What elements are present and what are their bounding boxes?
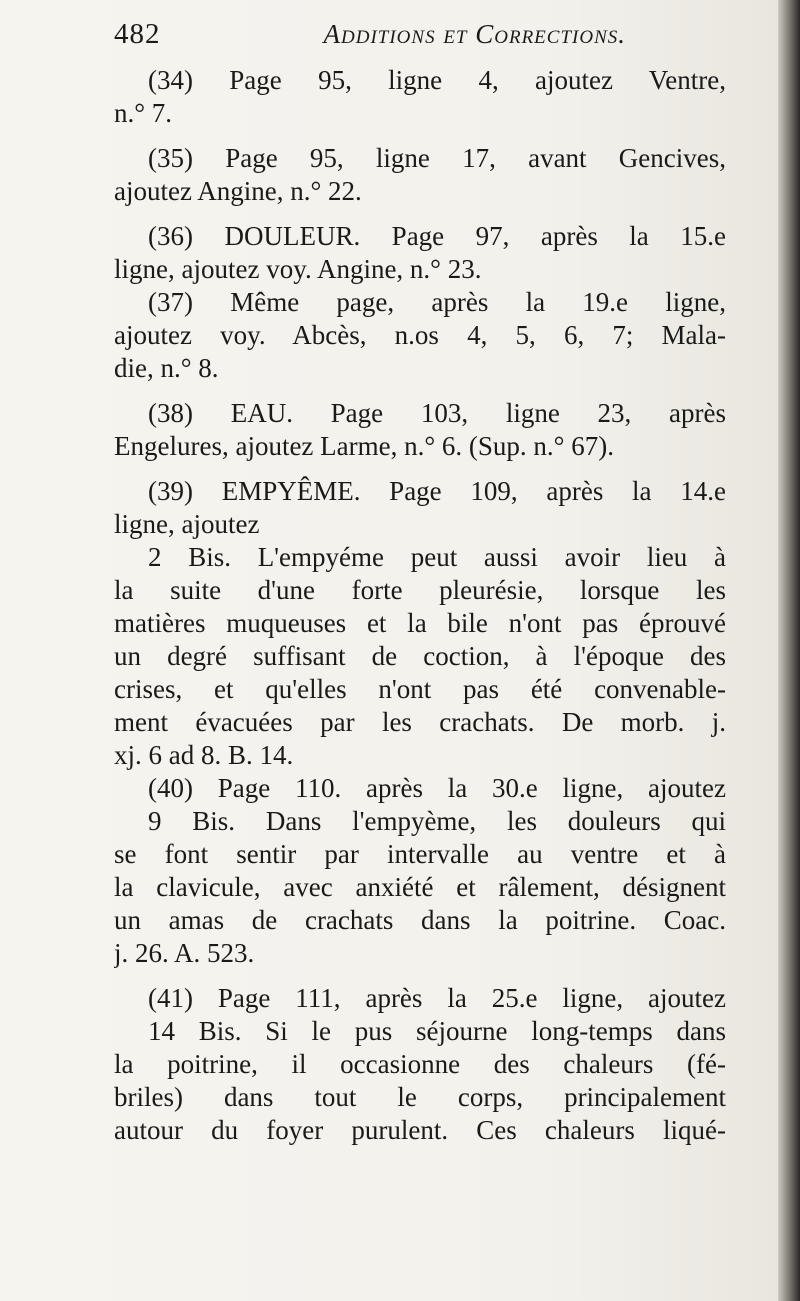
- text-line: (40) Page 110. après la 30.e ligne, ajoutez: [148, 773, 726, 803]
- text-line: xj. 6 ad 8. B. 14.: [114, 740, 294, 770]
- paragraph-gap: [114, 970, 726, 982]
- text-line: Engelures, ajoutez Larme, n.° 6. (Sup. n.° 67).: [114, 431, 614, 461]
- text-line: die, n.° 8.: [114, 353, 219, 383]
- text-line: (35) Page 95, ligne 17, avant Gencives,: [148, 143, 726, 173]
- text-line: crises, et qu'elles n'ont pas été convenable-: [114, 674, 726, 704]
- text-line: la clavicule, avec anxiété et râlement, désignent: [114, 872, 726, 902]
- text-line: (34) Page 95, ligne 4, ajoutez Ventre,: [148, 65, 726, 95]
- text-line: un amas de crachats dans la poitrine. Coac.: [114, 905, 726, 935]
- text-line: un degré suffisant de coction, à l'époque des: [114, 641, 726, 671]
- running-title: Additions et Corrections.: [323, 19, 626, 49]
- text-line: ligne, ajoutez voy. Angine, n.° 23.: [114, 254, 482, 284]
- text-line: ajoutez Angine, n.° 22.: [114, 176, 362, 206]
- text-line: 9 Bis. Dans l'empyème, les douleurs qui: [148, 806, 726, 836]
- text-line: ajoutez voy. Abcès, n.os 4, 5, 6, 7; Mala-: [114, 320, 726, 350]
- paragraph-gap: [114, 130, 726, 142]
- text-line: la poitrine, il occasionne des chaleurs (fé-: [114, 1049, 726, 1079]
- page-number: 482: [114, 18, 161, 50]
- text-line: ment évacuées par les crachats. De morb. j.: [114, 707, 726, 737]
- text-line: 14 Bis. Si le pus séjourne long-temps dans: [148, 1016, 726, 1046]
- text-line: ligne, ajoutez: [114, 509, 260, 539]
- text-line: matières muqueuses et la bile n'ont pas éprouvé: [114, 608, 726, 638]
- text-line: (36) DOULEUR. Page 97, après la 15.e: [148, 221, 726, 251]
- text-line: briles) dans tout le corps, principalement: [114, 1082, 726, 1112]
- paragraph-gap: [114, 463, 726, 475]
- paragraph-gap: [114, 208, 726, 220]
- text-line: (37) Même page, après la 19.e ligne,: [148, 287, 726, 317]
- text-column: [114, 18, 726, 1147]
- text-line: autour du foyer purulent. Ces chaleurs liqué-: [114, 1115, 726, 1145]
- text-line: n.° 7.: [114, 98, 173, 128]
- body-text: [114, 64, 726, 1147]
- paragraph-gap: [114, 385, 726, 397]
- text-line: 2 Bis. L'empyéme peut aussi avoir lieu à: [148, 542, 726, 572]
- running-header: [114, 18, 726, 64]
- page-edge-shadow: [778, 0, 800, 1301]
- text-line: j. 26. A. 523.: [114, 938, 255, 968]
- text-line: (41) Page 111, après la 25.e ligne, ajoutez: [148, 983, 726, 1013]
- text-line: (38) EAU. Page 103, ligne 23, après: [148, 398, 726, 428]
- text-line: (39) EMPYÊME. Page 109, après la 14.e: [148, 476, 726, 506]
- text-line: se font sentir par intervalle au ventre et à: [114, 839, 726, 869]
- text-line: la suite d'une forte pleurésie, lorsque les: [114, 575, 726, 605]
